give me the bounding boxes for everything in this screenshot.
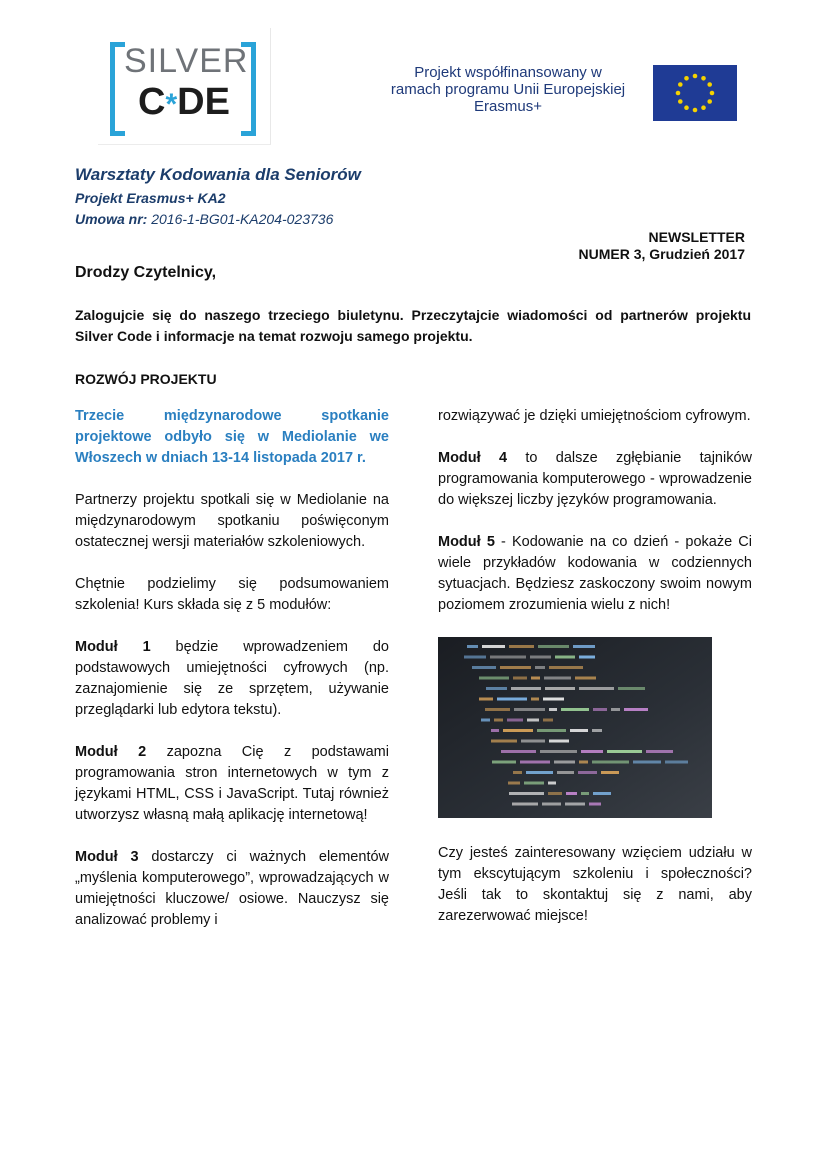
code-line-segment — [581, 792, 589, 795]
logo-bracket-right — [241, 42, 256, 136]
eu-star-icon — [684, 76, 689, 81]
left-column — [75, 406, 389, 952]
code-line-segment — [531, 698, 539, 701]
code-line-segment — [503, 729, 533, 732]
module-1: Moduł 1 będzie wprowadzeniem do podstawowych umiejętności cyfrowych (np. zaznajomienie się ze sprzętem, używanie przeglądarki lub edytora tekstu). — [75, 639, 389, 718]
newsletter-issue: NEWSLETTER NUMER 3, Grudzień 2017 — [578, 229, 745, 262]
module-3: Moduł 3 dostarczy ci ważnych elementów „myślenia komputerowego”, wprowadzających w umiejętności kluczowe/ osiowe. Nauczysz się analizować problemy i — [75, 849, 390, 928]
code-line-segment — [593, 792, 611, 795]
code-line-segment — [531, 677, 540, 680]
section-title: ROZWÓJ PROJEKTU — [75, 371, 217, 387]
module-4: Moduł 4 to dalsze zgłębianie tajników programowania komputerowego - wprowadzenie do większej liczby języków programowania. — [438, 450, 752, 508]
code-line-segment — [513, 677, 527, 680]
code-line-segment — [490, 656, 526, 659]
logo-star-icon: * — [165, 88, 178, 121]
code-line-segment — [535, 666, 545, 669]
eu-star-icon — [693, 74, 698, 79]
eu-star-icon — [710, 91, 715, 96]
code-line-segment — [573, 645, 595, 648]
code-line-segment — [481, 719, 490, 722]
module-5: Moduł 5 - Kodowanie na co dzień - pokaże Ci wiele przykładów kodowania w codziennych sytuacjach. Będziesz zaskoczony swoim nowym poziomem zrozumienia wielu z nich! — [438, 534, 752, 613]
code-line-segment — [491, 729, 499, 732]
code-line-segment — [548, 792, 562, 795]
code-line-segment — [482, 645, 505, 648]
code-line-segment — [611, 708, 620, 711]
code-line-segment — [579, 687, 614, 690]
closing-paragraph: Czy jesteś zainteresowany wzięciem udziału w tym ekscytującym szkoleniu i społeczności? Jeśli tak to skontaktuj się z nami, aby zarezerwować miejsce! — [438, 845, 752, 924]
code-line-segment — [467, 645, 478, 648]
code-line-segment — [549, 666, 583, 669]
code-line-segment — [501, 750, 536, 753]
code-line-segment — [592, 761, 629, 764]
code-line-segment — [592, 729, 602, 732]
code-line-segment — [542, 803, 561, 806]
eu-star-icon — [707, 99, 712, 104]
code-line-segment — [527, 719, 539, 722]
code-line-segment — [540, 750, 577, 753]
code-line-segment — [537, 729, 566, 732]
code-line-segment — [521, 740, 545, 743]
code-line-segment — [589, 803, 601, 806]
code-line-segment — [593, 708, 607, 711]
code-screen-svg — [438, 637, 712, 818]
greeting: Drodzy Czytelnicy, — [75, 264, 217, 281]
code-line-segment — [665, 761, 688, 764]
code-line-segment — [486, 687, 507, 690]
eu-star-icon — [701, 105, 706, 110]
right-column — [438, 406, 752, 948]
code-line-segment — [472, 666, 496, 669]
code-line-segment — [545, 687, 575, 690]
logo-silver-text: SILVER — [124, 42, 249, 80]
logo-code-text: C*DE — [138, 81, 230, 123]
code-line-segment — [581, 750, 603, 753]
code-line-segment — [548, 782, 556, 785]
code-line-segment — [565, 803, 585, 806]
code-line-segment — [520, 761, 550, 764]
meeting-highlight: Trzecie międzynarodowe spotkanie projektowe odbyło się w Mediolanie we Włoszech w dniach 13-14 listopada 2017 r. — [75, 408, 389, 466]
eu-star-icon — [678, 99, 683, 104]
eu-flag-icon — [653, 65, 737, 121]
project-title: Warsztaty Kodowania dla Seniorów — [75, 165, 361, 184]
project-programme: Projekt Erasmus+ KA2 — [75, 190, 226, 206]
code-line-segment — [513, 771, 522, 774]
code-line-segment — [543, 719, 553, 722]
code-line-segment — [570, 729, 588, 732]
code-line-segment — [555, 656, 575, 659]
code-line-segment — [508, 782, 520, 785]
code-line-segment — [530, 656, 551, 659]
code-line-segment — [526, 771, 553, 774]
code-line-segment — [492, 761, 516, 764]
code-screen-image — [438, 637, 712, 818]
code-line-segment — [544, 677, 571, 680]
code-line-segment — [479, 698, 493, 701]
code-line-segment — [575, 677, 596, 680]
code-line-segment — [579, 761, 588, 764]
code-line-segment — [601, 771, 619, 774]
code-line-segment — [514, 708, 545, 711]
code-line-segment — [524, 782, 544, 785]
code-line-segment — [578, 771, 597, 774]
eu-star-icon — [678, 82, 683, 87]
code-line-segment — [511, 687, 541, 690]
code-line-segment — [491, 740, 517, 743]
code-line-segment — [497, 698, 527, 701]
code-line-segment — [494, 719, 503, 722]
code-line-segment — [509, 792, 544, 795]
project-contract: Umowa nr: 2016-1-BG01-KA204-023736 — [75, 211, 334, 227]
code-line-segment — [554, 761, 575, 764]
code-line-segment — [561, 708, 589, 711]
code-line-segment — [543, 698, 564, 701]
module-2: Moduł 2 zapozna Cię z podstawami programowania stron internetowych w tym z językami HTML, CSS i JavaScript. Tutaj również utworzysz własną małą aplikację internetową! — [75, 744, 389, 823]
code-line-segment — [507, 719, 523, 722]
code-line-segment — [566, 792, 577, 795]
code-line-segment — [479, 677, 509, 680]
code-line-segment — [549, 708, 557, 711]
code-line-segment — [509, 645, 534, 648]
code-line-segment — [549, 740, 569, 743]
code-line-segment — [624, 708, 648, 711]
eu-star-icon — [707, 82, 712, 87]
code-line-segment — [646, 750, 673, 753]
silver-code-logo — [98, 28, 271, 145]
code-line-segment — [485, 708, 510, 711]
eu-star-icon — [701, 76, 706, 81]
eu-cofunding-text: Projekt współfinansowany w ramach programu Unii Europejskiej Erasmus+ — [390, 64, 626, 115]
code-line-segment — [538, 645, 569, 648]
code-line-segment — [464, 656, 486, 659]
code-line-segment — [633, 761, 661, 764]
code-line-segment — [500, 666, 531, 669]
eu-stars-icon — [653, 65, 737, 121]
eu-star-icon — [684, 105, 689, 110]
code-line-segment — [618, 687, 645, 690]
eu-star-icon — [693, 108, 698, 113]
code-line-segment — [579, 656, 595, 659]
partners-paragraph: Partnerzy projektu spotkali się w Mediolanie na międzynarodowym spotkaniu poświęconym ostatecznej wersji materiałów szkoleniowych. — [75, 492, 389, 550]
code-line-segment — [557, 771, 574, 774]
code-line-segment — [607, 750, 642, 753]
summary-paragraph: Chętnie podzielimy się podsumowaniem szkolenia! Kurs składa się z 5 modułów: — [75, 576, 389, 613]
intro-paragraph: Zalogujcie się do naszego trzeciego biuletynu. Przeczytajcie wiadomości od partnerów projektu Silver Code i informacje na temat rozwoju samego projektu. — [75, 307, 751, 344]
module-3-continued: rozwiązywać je dzięki umiejętnościom cyfrowym. — [438, 408, 751, 424]
code-line-segment — [512, 803, 538, 806]
eu-star-icon — [676, 91, 681, 96]
